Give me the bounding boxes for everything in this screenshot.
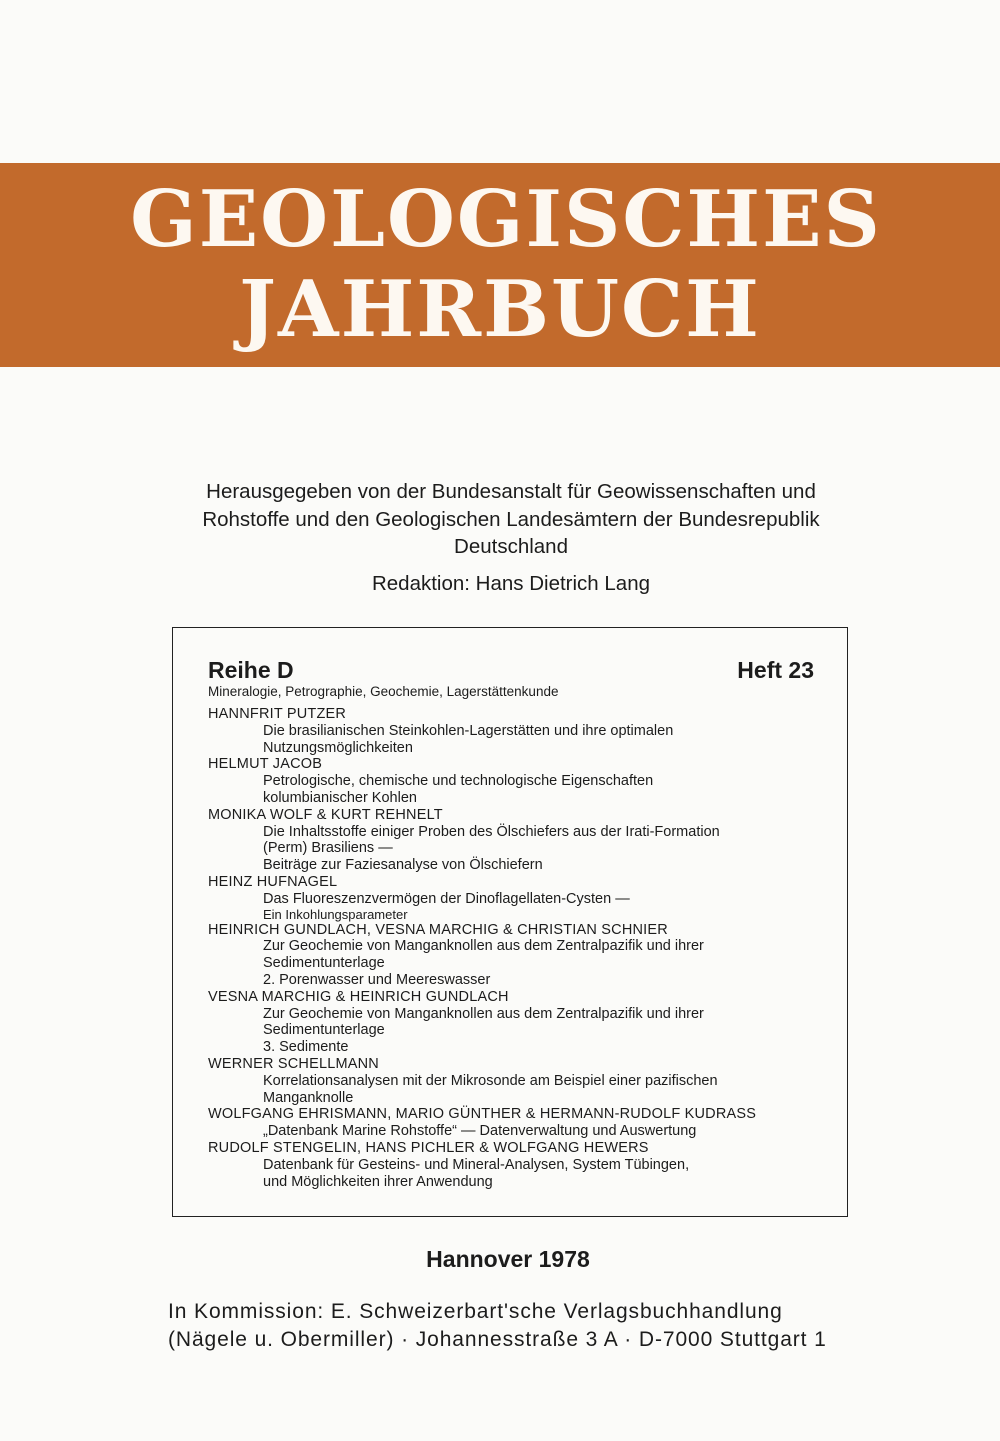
journal-title-line1: GEOLOGISCHES <box>130 174 882 265</box>
publisher-statement <box>150 478 872 561</box>
contents-title-line: Die brasilianischen Steinkohlen-Lagerstätten und ihre optimalen <box>263 722 674 739</box>
editor-credit: Redaktion: Hans Dietrich Lang <box>371 572 651 595</box>
contents-list <box>208 706 828 1190</box>
place-year: Hannover 1978 <box>426 1246 590 1272</box>
contents-title-line: Sedimentunterlage <box>263 955 385 972</box>
contents-title-line: kolumbianischer Kohlen <box>263 789 417 806</box>
contents-title-line: Das Fluoreszenzvermögen der Dinoflagellaten-Cysten — <box>263 890 630 907</box>
contents-title-line: „Datenbank Marine Rohstoffe“ — Datenverwaltung und Auswertung <box>263 1123 697 1140</box>
contents-subtitle-line: Ein Inkohlungsparameter <box>263 906 408 922</box>
distribution-imprint <box>168 1298 868 1354</box>
contents-title-line: (Perm) Brasiliens — <box>263 840 393 857</box>
contents-authors: MONIKA WOLF & KURT REHNELT <box>208 806 443 823</box>
contents-authors: WOLFGANG EHRISMANN, MARIO GÜNTHER & HERMANN-RUDOLF KUDRASS <box>208 1106 757 1123</box>
contents-title-line: Zur Geochemie von Manganknollen aus dem Zentralpazifik und ihrer <box>263 938 704 955</box>
contents-title-line: und Möglichkeiten ihrer Anwendung <box>263 1173 493 1190</box>
contents-title-line: Beiträge zur Faziesanalyse von Ölschiefern <box>263 857 543 874</box>
publisher-line: Herausgegeben von der Bundesanstalt für Geowissenschaften und <box>206 480 816 503</box>
contents-title-line: Korrelationsanalysen mit der Mikrosonde am Beispiel einer pazifischen <box>263 1072 718 1089</box>
contents-authors: HANNFRIT PUTZER <box>208 706 347 722</box>
publisher-line: Deutschland <box>454 535 568 558</box>
contents-authors: HELMUT JACOB <box>208 756 323 773</box>
contents-title-line: Manganknolle <box>263 1089 354 1106</box>
contents-title-line: 2. Porenwasser und Meereswasser <box>263 971 491 988</box>
contents-title-line: Zur Geochemie von Manganknollen aus dem Zentralpazifik und ihrer <box>263 1005 704 1022</box>
contents-title-line: Petrologische, chemische und technologische Eigenschaften <box>263 773 654 790</box>
contents-title-line: Datenbank für Gesteins- und Mineral-Analysen, System Tübingen, <box>263 1156 690 1173</box>
journal-title-line2: JAHRBUCH <box>239 264 761 355</box>
series-subjects: Mineralogie, Petrographie, Geochemie, Lagerstättenkunde <box>208 684 559 699</box>
imprint-line: (Nägele u. Obermiller) · Johannesstraße 3 A · D-7000 Stuttgart 1 <box>168 1328 827 1351</box>
contents-box <box>172 627 848 1217</box>
contents-authors: RUDOLF STENGELIN, HANS PICHLER & WOLFGANG HEWERS <box>208 1139 649 1156</box>
contents-authors: VESNA MARCHIG & HEINRICH GUNDLACH <box>208 988 509 1005</box>
contents-title-line: Nutzungsmöglichkeiten <box>263 739 413 756</box>
contents-title-line: Sedimentunterlage <box>263 1022 385 1039</box>
imprint-line: In Kommission: E. Schweizerbart'sche Verlagsbuchhandlung <box>168 1300 783 1323</box>
contents-authors: HEINRICH GUNDLACH, VESNA MARCHIG & CHRISTIAN SCHNIER <box>208 921 668 938</box>
contents-title-line: Die Inhaltsstoffe einiger Proben des Ölschiefers aus der Irati-Formation <box>263 823 720 840</box>
series-header <box>208 656 814 686</box>
publisher-line: Rohstoffe und den Geologischen Landesämtern der Bundesrepublik <box>202 507 820 531</box>
contents-authors: HEINZ HUFNAGEL <box>208 873 338 890</box>
issue-number: Heft 23 <box>737 657 814 683</box>
contents-title-line: 3. Sedimente <box>263 1039 349 1056</box>
contents-authors: WERNER SCHELLMANN <box>208 1055 379 1072</box>
series-label: Reihe D <box>208 657 294 683</box>
